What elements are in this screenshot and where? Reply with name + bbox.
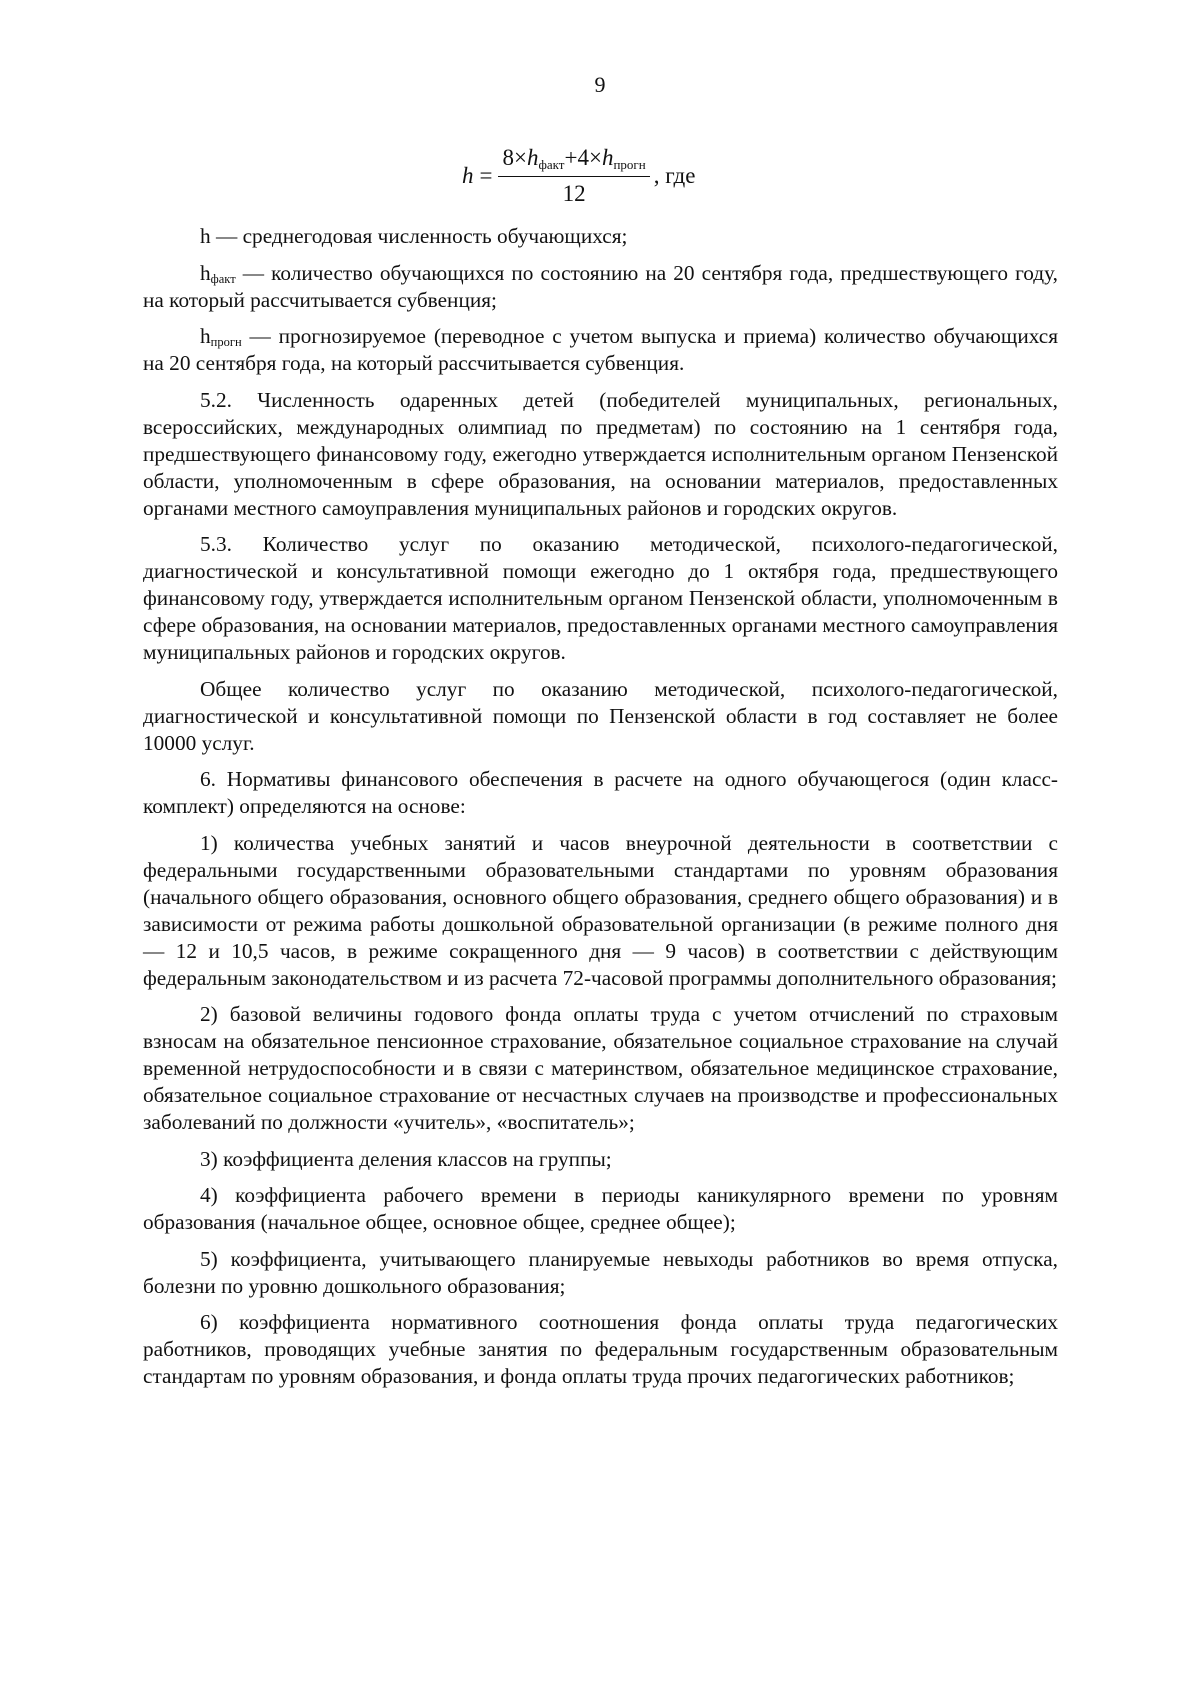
numerator-sub-1: факт bbox=[538, 157, 565, 172]
paragraph-5-2: 5.2. Численность одаренных детей (победителей муниципальных, региональных, всероссийских, международных олимпиад по предметам) по состоянию на 1 сентября года, предшествующего финансовому году, ежегодно утверждается исполнительным органом Пензенской области, уполномоченным в сфере образования, на основании материалов, предоставленных органами местного самоуправления муниципальных районов и городских округов. bbox=[143, 387, 1058, 520]
definition-text: — среднегодовая численность обучающихся; bbox=[210, 224, 628, 248]
body-text bbox=[143, 223, 1058, 1400]
definition-symbol: h bbox=[200, 260, 211, 285]
numerator-coef-1: 8× bbox=[502, 145, 527, 170]
numerator-coef-2: +4× bbox=[564, 145, 602, 170]
numerator-var-2: h bbox=[601, 145, 614, 170]
list-item-3: 3) коэффициента деления классов на группы; bbox=[200, 1146, 612, 1171]
list-item-5: 5) коэффициента, учитывающего планируемые невыходы работников во время отпуска, болезни по уровню дошкольного образования; bbox=[143, 1246, 1058, 1298]
list-item-6: 6) коэффициента нормативного соотношения фонда оплаты труда педагогических работников, проводящих учебные занятия по федеральным государственным образовательным стандартам по уровням образования, и фонда оплаты труда прочих педагогических работников; bbox=[143, 1310, 1058, 1388]
numerator-sub-2: прогн bbox=[613, 157, 646, 172]
list-item-2: 2) базовой величины годового фонда оплаты труда с учетом отчислений по страховым взносам на обязательное пенсионное страхование, обязательное социальное страхование на случай временной нетрудоспособности и в связи с материнством, обязательное медицинское страхование, обязательное социальное страхование от несчастных случаев на производстве и профессиональных заболеваний по должности «учитель», «воспитатель»; bbox=[143, 1002, 1058, 1134]
paragraph-total-services: Общее количество услуг по оказанию методической, психолого-педагогической, диагностической и консультативной помощи по Пензенской области в год составляет не более 10000 услуг. bbox=[143, 676, 1058, 755]
list-item-1: 1) количества учебных занятий и часов внеурочной деятельности в соответствии с федеральными государственными образовательными стандартами по уровням образования (начального общего образования, основного общего образования, среднего общего образования) и в зависимости от режима работы дошкольной образовательной организации (в режиме полного дня — 12 и 10,5 часов, в режиме сокращенного дня — 9 часов) в соответствии с действующим федеральным законодательством и из расчета 72-часовой программы дополнительного образования; bbox=[143, 830, 1058, 990]
definition-symbol: h bbox=[200, 324, 211, 348]
numerator-var-1: h bbox=[526, 145, 539, 170]
definition-symbol: h bbox=[200, 224, 211, 248]
page-number: 9 bbox=[594, 72, 606, 97]
definition-text: — количество обучающихся по состоянию на 20 сентября года, предшествующего году, на который рассчитывается субвенция; bbox=[143, 260, 1058, 312]
list-item-4: 4) коэффициента рабочего времени в периоды каникулярного времени по уровням образования (начальное общее, основное общее, среднее общее); bbox=[143, 1183, 1058, 1234]
definition-text: — прогнозируемое (переводное с учетом выпуска и приема) количество обучающихся на 20 сентября года, на который рассчитывается субвенция. bbox=[143, 324, 1058, 375]
formula-fraction bbox=[498, 145, 649, 207]
formula-denominator: 12 bbox=[562, 181, 586, 206]
definition-subscript: факт bbox=[210, 271, 236, 286]
definition-h-fact bbox=[143, 260, 1058, 314]
paragraph-5-3: 5.3. Количество услуг по оказанию методической, психолого-педагогической, диагностической и консультативной помощи ежегодно до 1 октября года, предшествующего финансовому году, утверждается исполнительным органом Пензенской области, уполномоченным в сфере образования, на основании материалов, предоставленных органами местного самоуправления муниципальных районов и городских округов. bbox=[143, 532, 1058, 664]
formula-equals: = bbox=[479, 163, 493, 188]
formula-suffix: , где bbox=[653, 163, 696, 188]
formula bbox=[462, 145, 695, 207]
definition-subscript: прогн bbox=[210, 335, 242, 349]
definition-h bbox=[143, 223, 1058, 250]
formula-lhs: h bbox=[462, 163, 474, 188]
paragraph-6: 6. Нормативы финансового обеспечения в расчете на одного обучающегося (один класс-комплект) определяются на основе: bbox=[143, 767, 1058, 818]
formula-numerator bbox=[498, 145, 649, 176]
definition-h-progn bbox=[143, 323, 1058, 377]
